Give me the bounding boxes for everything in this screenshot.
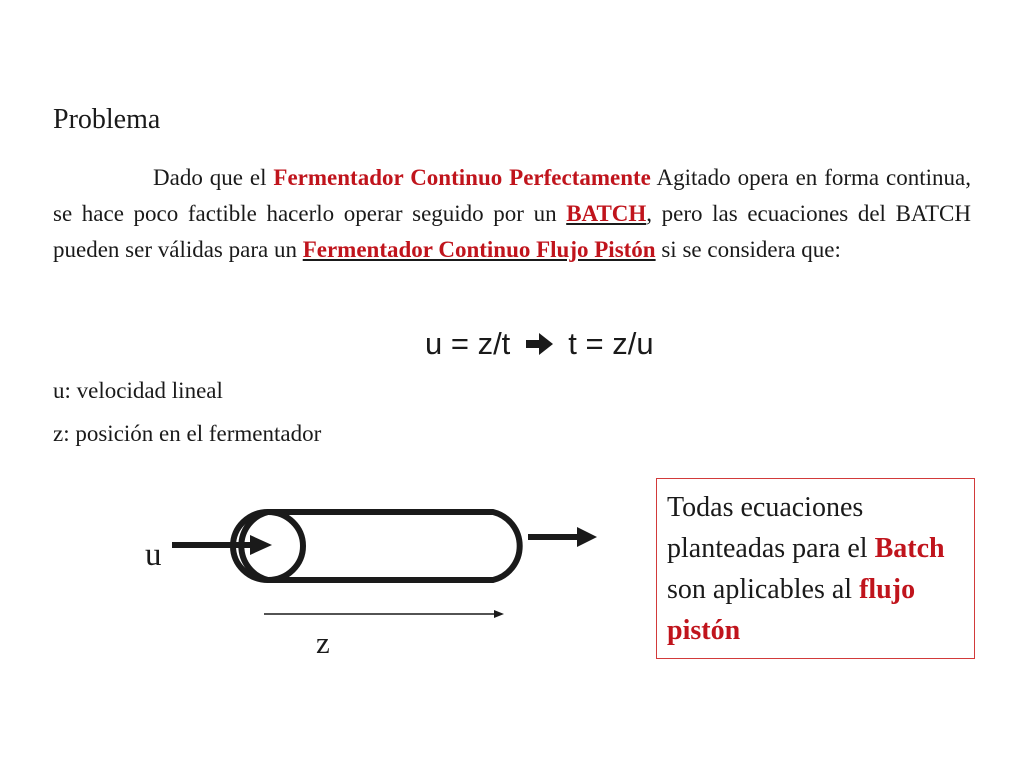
batch-highlight: BATCH (566, 201, 647, 226)
outlet-arrow-icon (528, 527, 597, 547)
formula-left: u = z/t (425, 326, 511, 361)
paragraph-text: si se considera que: (655, 237, 841, 262)
note-box (656, 478, 975, 659)
definition-u: u: velocidad lineal (53, 378, 223, 403)
definition-z: z: posición en el fermentador (53, 421, 322, 446)
plug-flow-highlight: Fermentador Continuo Flujo Pistón (302, 237, 656, 262)
formula-right: t = z/u (568, 326, 654, 361)
cstr-highlight: Fermentador Continuo Perfectamente (273, 165, 651, 190)
length-label: z (316, 625, 330, 660)
note-text: Todas ecuaciones planteadas para el (667, 492, 875, 564)
paragraph-text: Dado que el (153, 165, 274, 190)
note-batch-highlight: Batch (874, 533, 945, 564)
note-plug-flow-highlight: flujo pistón (667, 574, 916, 646)
inlet-arrow-icon (172, 535, 272, 555)
note-text: son aplicables al (667, 574, 860, 605)
problem-title: Problema (53, 104, 161, 135)
length-arrow-icon (264, 610, 504, 618)
reactor-tube (233, 512, 520, 580)
paragraph-text: Agitado opera en forma continua, se hace poco factible hacerlo operar seguido por un (53, 165, 971, 226)
inlet-velocity-label: u (145, 537, 162, 573)
paragraph-text: , pero las ecuaciones del BATCH pueden ser válidas para un (53, 201, 971, 262)
